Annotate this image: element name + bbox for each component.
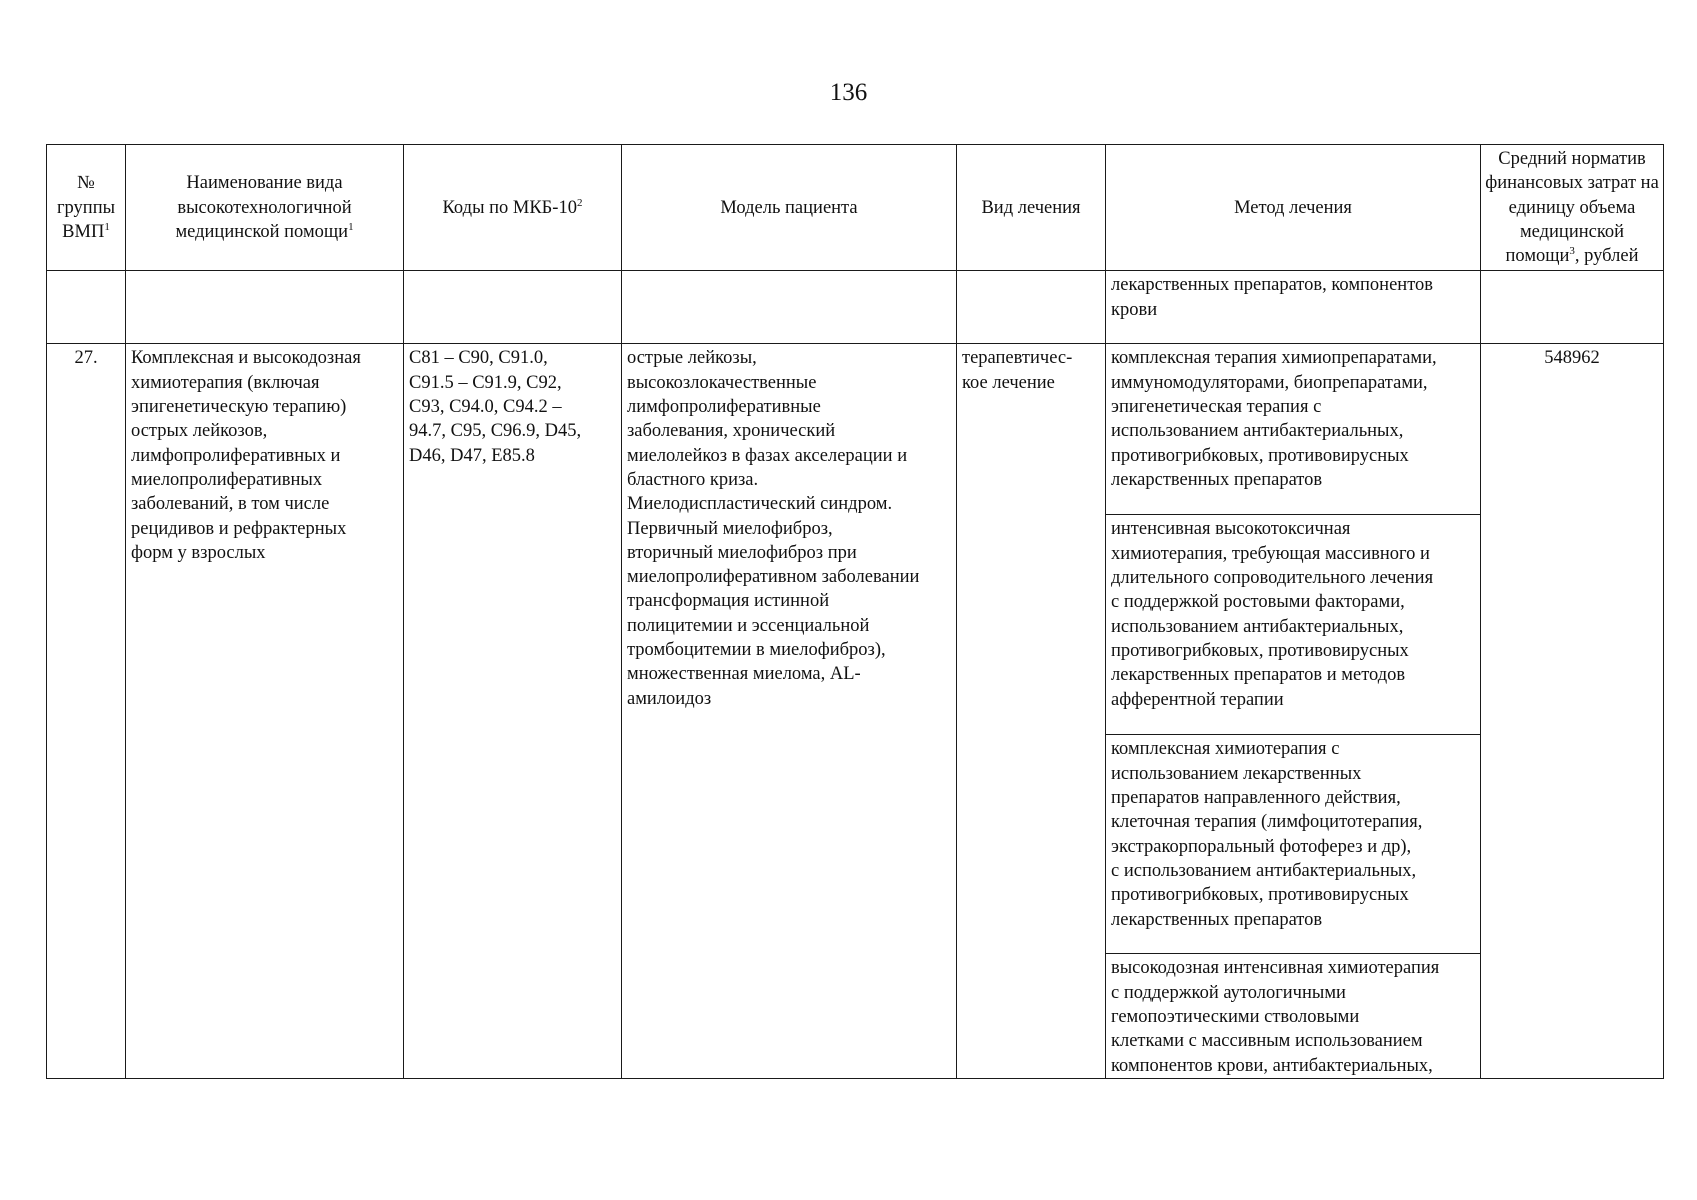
header-icd-codes: Коды по МКБ-$10^2$ <box>404 145 622 271</box>
cell-empty <box>47 271 126 344</box>
header-patient-model: Модель пациента <box>622 145 957 271</box>
cell-method-2: интенсивная высокотоксичная химиотерапия, требующая массивного и длительного сопроводительного лечения с поддержкой ростовыми факторами, использованием антибактериальных, противогрибковых, противовирусных лекарственных препаратов и методов афферентной терапии <box>1106 515 1481 735</box>
cell-empty <box>126 271 404 344</box>
header-treatment-type: Вид лечения <box>957 145 1106 271</box>
cell-empty <box>957 271 1106 344</box>
cell-method-3: комплексная химиотерапия с использованием лекарственных препаратов направленного действия, клеточная терапия (лимфоцитотерапия, экстракорпоральный фотоферез и др), с использованием антибактериальных, противогрибковых, противовирусных лекарственных препаратов <box>1106 735 1481 954</box>
cell-method-4: высокодозная интенсивная химиотерапия с поддержкой аутологичными гемопоэтическими стволовыми клетками с массивным использованием компонентов крови, антибактериальных, <box>1106 954 1481 1079</box>
header-group-number: № группы ВМП$^1$ <box>47 145 126 271</box>
continuation-row <box>47 271 1664 344</box>
cell-empty <box>1481 271 1664 344</box>
header-care-name: Наименование вида высокотехнологичной медицинской помощи$^1$ <box>126 145 404 271</box>
header-treatment-method: Метод лечения <box>1106 145 1481 271</box>
cell-empty <box>622 271 957 344</box>
cell-method-continuation: лекарственных препаратов, компонентов крови <box>1106 271 1481 344</box>
table-header-row <box>47 145 1664 271</box>
table-row-group-27 <box>47 344 1664 515</box>
vmp-table <box>46 144 1664 1079</box>
cell-empty <box>404 271 622 344</box>
header-cost-norm: Средний норматив финансовых затрат на единицу объема медицинской помощи$^3$, рублей <box>1481 145 1664 271</box>
cell-care-name: Комплексная и высокодозная химиотерапия (включая эпигенетическую терапию) острых лейкозов, лимфопролиферативных и миелопролиферативных заболеваний, в том числе рецидивов и рефрактерных форм у взрослых <box>126 344 404 1079</box>
cell-patient-model: острые лейкозы, высокозлокачественные лимфопролиферативные заболевания, хронический миелолейкоз в фазах акселерации и бластного криза. Миелодиспластический синдром. Первичный миелофиброз, вторичный миелофиброз при миелопролиферативном заболевании трансформация истинной полицитемии и эссенциальной тромбоцитемии в миелофиброз), множественная миелома, AL- амилоидоз <box>622 344 957 1079</box>
cell-treatment-type: терапевтичес- кое лечение <box>957 344 1106 1079</box>
cell-cost: 548962 <box>1481 344 1664 1079</box>
page-number: 136 <box>829 79 868 106</box>
cell-method-1: комплексная терапия химиопрепаратами, иммуномодуляторами, биопрепаратами, эпигенетическая терапия с использованием антибактериальных, противогрибковых, противовирусных лекарственных препаратов <box>1106 344 1481 515</box>
cell-icd-codes: C81 – C90, C91.0, C91.5 – C91.9, C92, C93, C94.0, C94.2 – 94.7, C95, C96.9, D45, D46, D47, E85.8 <box>404 344 622 1079</box>
cell-group-number: 27. <box>47 344 126 1079</box>
